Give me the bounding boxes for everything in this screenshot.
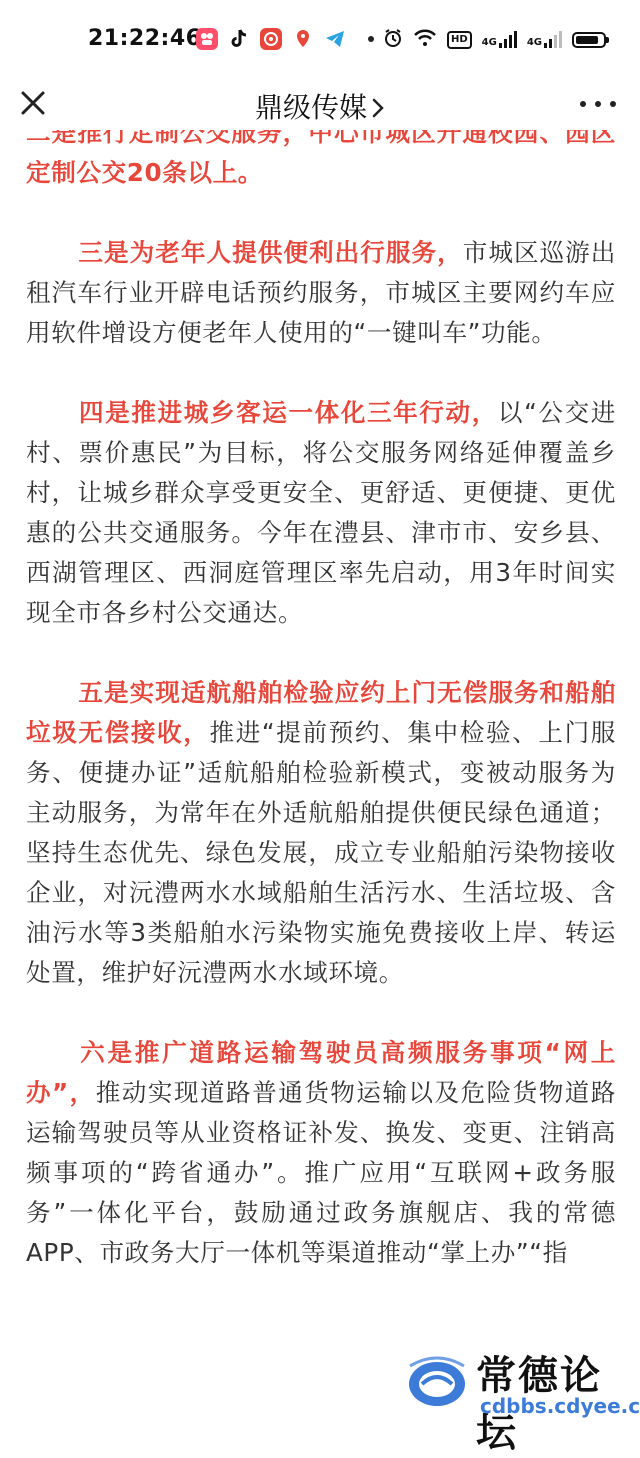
notification-dot (368, 36, 374, 42)
status-time: 21:22:46 (88, 26, 201, 51)
account-title-link[interactable] (0, 86, 640, 126)
more-options-button[interactable] (580, 96, 616, 112)
telegram-icon (324, 28, 346, 50)
article-paragraph (26, 673, 616, 993)
paragraph-lead: 三是为老年人提供便利出行服务， (78, 238, 463, 267)
article-paragraph (26, 130, 616, 193)
watermark-text: 常德论 (476, 1344, 634, 1458)
article-paragraph (26, 233, 616, 353)
kuaishou-icon (196, 28, 218, 50)
signal-strength-1: 4G (482, 31, 517, 48)
paragraph-body: 推进“提前预约、集中检验、上门服务、便捷办证”适航船舶检验新模式，变被动服务为主动服务，为常年在外适航船舶提供便民绿色通道；坚持生态优先、绿色发展，成立专业船舶污染物接收企业，对沅澧两水水域船舶生活污水、生活垃圾、含油污水等3类船舶水污染物实施免费接收上岸、转运处置，维护好沅澧两水水域环境。 (26, 718, 616, 987)
alarm-icon (383, 28, 403, 51)
signal-strength-2: 4G (527, 31, 562, 48)
status-app-icons (196, 28, 374, 50)
paragraph-body: 市城区巡游出租汽车行业开辟电话预约服务，市城区主要网约车应用软件增设方便老年人使用的“一键叫车”功能。 (26, 238, 616, 347)
page-title: 鼎级传媒 (255, 91, 367, 124)
paragraph-lead: 五是实现适航船舶检验应约上门无偿服务和船舶垃圾无偿接收， (26, 678, 616, 747)
article-paragraph (26, 393, 616, 633)
location-pin-icon (292, 28, 314, 50)
chevron-right-icon (371, 93, 385, 126)
status-system-icons (383, 28, 606, 51)
app-red-icon (260, 28, 282, 50)
battery-icon (572, 32, 606, 48)
more-dot (595, 101, 601, 107)
article-paragraph (26, 1033, 616, 1273)
paragraph-body: 以“公交进村、票价惠民”为目标，将公交服务网络延伸覆盖乡村，让城乡群众享受更安全、更舒适、更便捷、更优惠的公共交通服务。今年在澧县、津市市、安乡县、西湖管理区、西洞庭管理区率先启动，用3年时间实现全市各乡村公交通达。 (26, 398, 616, 627)
paragraph-lead: 四是推进城乡客运一体化三年行动， (78, 398, 498, 427)
hd-badge: HD (447, 31, 472, 49)
forum-watermark (402, 1344, 634, 1418)
paragraph-lead: 二是推行定制公交服务，中心市城区开通校园、园区定制公交20条以上。 (26, 130, 616, 187)
paragraph-body: 推动实现道路普通货物运输以及危险货物道路运输驾驶员等从业资格证补发、换发、变更、注销高频事项的“跨省通办”。推广应用“互联网+政务服务”一体化平台，鼓励通过政务旗舰店、我的常德APP、市政务大厅一体机等渠道推动“掌上办”“指 (26, 1078, 616, 1267)
watermark-url: cdbbs.cdyee.c (480, 1394, 640, 1418)
status-bar (0, 0, 640, 80)
article-body (26, 130, 616, 1422)
tiktok-icon (228, 28, 250, 50)
more-dot (610, 101, 616, 107)
more-dot (580, 101, 586, 107)
forum-logo-icon (402, 1346, 472, 1416)
nav-bar (0, 80, 640, 130)
wifi-icon (413, 29, 437, 50)
paragraph-lead: 六是推广道路运输驾驶员高频服务事项“网上办”， (26, 1038, 616, 1107)
